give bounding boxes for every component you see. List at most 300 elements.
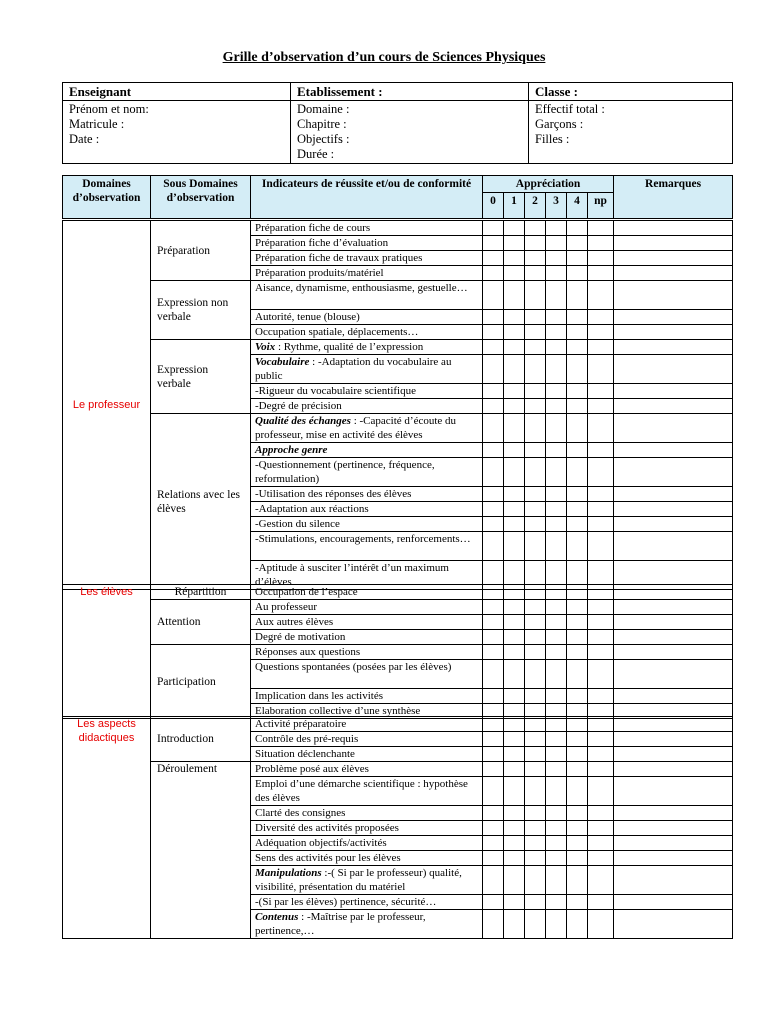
remark-cell[interactable] <box>614 281 733 310</box>
remark-cell[interactable] <box>614 414 733 443</box>
score-cell[interactable] <box>483 600 504 615</box>
score-cell[interactable] <box>504 443 525 458</box>
indicator: Degré de motivation <box>251 630 483 645</box>
score-cell[interactable] <box>546 325 567 340</box>
score-cell[interactable] <box>504 660 525 689</box>
score-cell[interactable] <box>567 443 588 458</box>
score-cell[interactable] <box>588 585 614 600</box>
score-cell[interactable] <box>546 762 567 777</box>
score-cell[interactable] <box>546 777 567 806</box>
score-cell[interactable] <box>525 836 546 851</box>
remark-cell[interactable] <box>614 399 733 414</box>
score-cell[interactable] <box>546 517 567 532</box>
remark-cell[interactable] <box>614 732 733 747</box>
field-filles[interactable]: Filles : <box>535 132 570 146</box>
score-cell[interactable] <box>546 615 567 630</box>
label-qualite-echanges: Qualité des échanges <box>255 415 351 427</box>
score-cell[interactable] <box>588 747 614 762</box>
score-cell[interactable] <box>567 895 588 910</box>
score-cell[interactable] <box>525 630 546 645</box>
score-cell[interactable] <box>567 414 588 443</box>
score-cell[interactable] <box>525 399 546 414</box>
score-cell[interactable] <box>588 251 614 266</box>
score-cell[interactable] <box>546 806 567 821</box>
score-cell[interactable] <box>546 221 567 236</box>
text-qualite-echanges: : -Capacité d’écoute du professeur, mise en activité des élèves <box>255 415 457 441</box>
score-cell[interactable] <box>567 266 588 281</box>
label-voix: Voix <box>255 341 276 353</box>
score-cell[interactable] <box>525 895 546 910</box>
score-cell[interactable] <box>588 414 614 443</box>
score-cell[interactable] <box>588 866 614 895</box>
field-duree[interactable]: Durée : <box>297 147 335 161</box>
score-cell[interactable] <box>546 645 567 660</box>
field-garcons[interactable]: Garçons : <box>535 117 584 131</box>
score-cell[interactable] <box>567 585 588 600</box>
score-cell[interactable] <box>504 251 525 266</box>
score-cell[interactable] <box>525 266 546 281</box>
score-cell[interactable] <box>525 851 546 866</box>
score-cell[interactable] <box>588 487 614 502</box>
score-cell[interactable] <box>504 502 525 517</box>
remark-cell[interactable] <box>614 251 733 266</box>
remark-cell[interactable] <box>614 458 733 487</box>
score-cell[interactable] <box>483 251 504 266</box>
score-cell[interactable] <box>483 502 504 517</box>
sub-deroulement: Déroulement <box>151 762 251 939</box>
score-cell[interactable] <box>525 340 546 355</box>
score-cell[interactable] <box>504 910 525 939</box>
score-cell[interactable] <box>588 355 614 384</box>
score-cell[interactable] <box>546 717 567 732</box>
score-cell[interactable] <box>525 732 546 747</box>
score-cell[interactable] <box>483 384 504 399</box>
score-cell[interactable] <box>567 866 588 895</box>
score-cell[interactable] <box>588 836 614 851</box>
score-cell[interactable] <box>483 806 504 821</box>
score-cell[interactable] <box>588 310 614 325</box>
sub-expression-non-verbale: Expression non verbale <box>151 281 251 340</box>
score-cell[interactable] <box>588 615 614 630</box>
score-cell[interactable] <box>525 910 546 939</box>
score-cell[interactable] <box>504 458 525 487</box>
score-cell[interactable] <box>525 517 546 532</box>
score-cell[interactable] <box>546 630 567 645</box>
score-cell[interactable] <box>567 325 588 340</box>
score-cell[interactable] <box>588 600 614 615</box>
score-cell[interactable] <box>504 281 525 310</box>
field-effectif-total[interactable]: Effectif total : <box>535 102 605 116</box>
sub-attention: Attention <box>151 600 251 645</box>
score-cell[interactable] <box>525 251 546 266</box>
score-cell[interactable] <box>525 615 546 630</box>
indicator: -Degré de précision <box>251 399 483 414</box>
score-cell[interactable] <box>567 340 588 355</box>
score-cell[interactable] <box>504 310 525 325</box>
field-chapitre[interactable]: Chapitre : <box>297 117 347 131</box>
text-vocabulaire: : -Adaptation du vocabulaire au public <box>255 356 452 382</box>
score-cell[interactable] <box>504 355 525 384</box>
score-cell[interactable] <box>567 532 588 561</box>
score-cell[interactable] <box>567 777 588 806</box>
score-cell[interactable] <box>483 310 504 325</box>
remark-cell[interactable] <box>614 266 733 281</box>
header-etablissement: Etablissement : <box>291 83 529 101</box>
score-cell[interactable] <box>588 443 614 458</box>
score-cell[interactable] <box>567 836 588 851</box>
score-cell[interactable] <box>588 717 614 732</box>
score-cell[interactable] <box>567 615 588 630</box>
score-cell[interactable] <box>567 732 588 747</box>
score-cell[interactable] <box>483 532 504 561</box>
remark-cell[interactable] <box>614 502 733 517</box>
score-cell[interactable] <box>483 355 504 384</box>
score-cell[interactable] <box>525 747 546 762</box>
score-cell[interactable] <box>567 645 588 660</box>
score-cell[interactable] <box>525 532 546 561</box>
remark-cell[interactable] <box>614 310 733 325</box>
remark-cell[interactable] <box>614 221 733 236</box>
score-cell[interactable] <box>546 355 567 384</box>
score-cell[interactable] <box>504 266 525 281</box>
score-cell[interactable] <box>588 732 614 747</box>
indicator-voix <box>251 340 483 355</box>
score-cell[interactable] <box>567 600 588 615</box>
indicator: Contrôle des pré-requis <box>251 732 483 747</box>
score-cell[interactable] <box>546 384 567 399</box>
score-cell[interactable] <box>483 851 504 866</box>
score-cell[interactable] <box>546 600 567 615</box>
remark-cell[interactable] <box>614 806 733 821</box>
score-cell[interactable] <box>588 895 614 910</box>
score-cell[interactable] <box>504 762 525 777</box>
score-cell[interactable] <box>525 645 546 660</box>
score-cell[interactable] <box>567 910 588 939</box>
score-cell[interactable] <box>525 689 546 704</box>
indicator: -Rigueur du vocabulaire scientifique <box>251 384 483 399</box>
score-cell[interactable] <box>546 866 567 895</box>
score-cell[interactable] <box>588 689 614 704</box>
score-cell[interactable] <box>483 281 504 310</box>
score-cell[interactable] <box>483 487 504 502</box>
score-cell[interactable] <box>567 821 588 836</box>
score-cell[interactable] <box>483 414 504 443</box>
score-cell[interactable] <box>483 895 504 910</box>
score-cell[interactable] <box>567 281 588 310</box>
score-cell[interactable] <box>504 585 525 600</box>
indicator: Préparation fiche de cours <box>251 221 483 236</box>
label-manipulations: Manipulations <box>255 867 322 879</box>
score-cell[interactable] <box>525 487 546 502</box>
score-cell[interactable] <box>588 325 614 340</box>
score-cell[interactable] <box>483 910 504 939</box>
score-cell[interactable] <box>525 821 546 836</box>
remark-cell[interactable] <box>614 717 733 732</box>
section-didactiques <box>62 716 733 939</box>
score-cell[interactable] <box>588 806 614 821</box>
score-cell[interactable] <box>483 399 504 414</box>
score-cell[interactable] <box>546 340 567 355</box>
score-cell[interactable] <box>504 615 525 630</box>
field-matricule[interactable]: Matricule : <box>69 117 125 131</box>
header-enseignant: Enseignant <box>63 83 291 101</box>
indicator: Diversité des activités proposées <box>251 821 483 836</box>
score-cell[interactable] <box>588 910 614 939</box>
remark-cell[interactable] <box>614 895 733 910</box>
remark-cell[interactable] <box>614 517 733 532</box>
score-cell[interactable] <box>504 821 525 836</box>
score-cell[interactable] <box>567 747 588 762</box>
score-cell[interactable] <box>483 615 504 630</box>
score-cell[interactable] <box>588 384 614 399</box>
score-cell[interactable] <box>588 645 614 660</box>
score-cell[interactable] <box>483 325 504 340</box>
score-cell[interactable] <box>525 414 546 443</box>
remark-cell[interactable] <box>614 762 733 777</box>
score-cell[interactable] <box>483 762 504 777</box>
score-cell[interactable] <box>567 717 588 732</box>
score-cell[interactable] <box>504 384 525 399</box>
score-cell[interactable] <box>525 806 546 821</box>
score-cell[interactable] <box>525 458 546 487</box>
score-cell[interactable] <box>504 221 525 236</box>
remark-cell[interactable] <box>614 236 733 251</box>
score-cell[interactable] <box>483 340 504 355</box>
remark-cell[interactable] <box>614 645 733 660</box>
score-cell[interactable] <box>504 399 525 414</box>
indicator: Activité préparatoire <box>251 717 483 732</box>
score-cell[interactable] <box>588 340 614 355</box>
remark-cell[interactable] <box>614 821 733 836</box>
indicator: Situation déclenchante <box>251 747 483 762</box>
score-cell[interactable] <box>483 236 504 251</box>
indicator-qualite-echanges <box>251 414 483 443</box>
score-cell[interactable] <box>546 310 567 325</box>
score-cell[interactable] <box>504 532 525 561</box>
score-cell[interactable] <box>567 630 588 645</box>
score-cell[interactable] <box>504 487 525 502</box>
domain-eleves: Les élèves <box>63 585 151 719</box>
remark-cell[interactable] <box>614 355 733 384</box>
score-cell[interactable] <box>483 777 504 806</box>
score-cell[interactable] <box>546 821 567 836</box>
score-cell[interactable] <box>588 532 614 561</box>
score-cell[interactable] <box>588 266 614 281</box>
score-cell[interactable] <box>504 895 525 910</box>
score-cell[interactable] <box>504 236 525 251</box>
score-cell[interactable] <box>525 502 546 517</box>
score-cell[interactable] <box>504 325 525 340</box>
score-cell[interactable] <box>504 747 525 762</box>
score-cell[interactable] <box>588 777 614 806</box>
remark-cell[interactable] <box>614 532 733 561</box>
score-cell[interactable] <box>546 532 567 561</box>
score-cell[interactable] <box>483 866 504 895</box>
score-cell[interactable] <box>588 821 614 836</box>
score-cell[interactable] <box>546 487 567 502</box>
score-cell[interactable] <box>546 910 567 939</box>
score-cell[interactable] <box>504 689 525 704</box>
score-cell[interactable] <box>504 600 525 615</box>
field-objectifs[interactable]: Objectifs : <box>297 132 350 146</box>
score-cell[interactable] <box>504 806 525 821</box>
score-cell[interactable] <box>504 717 525 732</box>
score-cell[interactable] <box>504 630 525 645</box>
score-cell[interactable] <box>483 221 504 236</box>
remark-cell[interactable] <box>614 340 733 355</box>
score-cell[interactable] <box>546 747 567 762</box>
indicator: Problème posé aux élèves <box>251 762 483 777</box>
score-cell[interactable] <box>588 458 614 487</box>
score-cell[interactable] <box>504 732 525 747</box>
score-cell[interactable] <box>504 414 525 443</box>
score-cell[interactable] <box>546 266 567 281</box>
score-cell[interactable] <box>525 281 546 310</box>
score-cell[interactable] <box>588 630 614 645</box>
score-cell[interactable] <box>546 732 567 747</box>
score-cell[interactable] <box>567 689 588 704</box>
score-cell[interactable] <box>588 399 614 414</box>
remark-cell[interactable] <box>614 910 733 939</box>
score-cell[interactable] <box>504 866 525 895</box>
remark-cell[interactable] <box>614 600 733 615</box>
score-cell[interactable] <box>483 660 504 689</box>
score-cell[interactable] <box>567 310 588 325</box>
score-cell[interactable] <box>588 236 614 251</box>
score-cell[interactable] <box>567 806 588 821</box>
score-cell[interactable] <box>525 866 546 895</box>
score-cell[interactable] <box>546 458 567 487</box>
score-cell[interactable] <box>483 732 504 747</box>
remark-cell[interactable] <box>614 689 733 704</box>
score-cell[interactable] <box>504 645 525 660</box>
score-cell[interactable] <box>483 836 504 851</box>
remark-cell[interactable] <box>614 325 733 340</box>
score-cell[interactable] <box>504 340 525 355</box>
score-cell[interactable] <box>567 762 588 777</box>
score-cell[interactable] <box>546 660 567 689</box>
score-cell[interactable] <box>588 851 614 866</box>
score-cell[interactable] <box>504 517 525 532</box>
score-cell[interactable] <box>546 399 567 414</box>
remark-cell[interactable] <box>614 851 733 866</box>
score-cell[interactable] <box>567 502 588 517</box>
score-cell[interactable] <box>567 251 588 266</box>
remark-cell[interactable] <box>614 630 733 645</box>
remark-cell[interactable] <box>614 866 733 895</box>
score-cell[interactable] <box>588 517 614 532</box>
score-cell[interactable] <box>525 443 546 458</box>
field-domaine[interactable]: Domaine : <box>297 102 350 116</box>
remark-cell[interactable] <box>614 615 733 630</box>
score-0: 0 <box>483 193 504 219</box>
score-cell[interactable] <box>567 355 588 384</box>
remark-cell[interactable] <box>614 443 733 458</box>
score-cell[interactable] <box>567 660 588 689</box>
indicator: Au professeur <box>251 600 483 615</box>
score-cell[interactable] <box>525 310 546 325</box>
score-cell[interactable] <box>567 458 588 487</box>
score-cell[interactable] <box>546 251 567 266</box>
domain-professeur: Le professeur <box>63 221 151 590</box>
score-cell[interactable] <box>525 236 546 251</box>
score-cell[interactable] <box>483 458 504 487</box>
score-cell[interactable] <box>567 384 588 399</box>
score-cell[interactable] <box>483 645 504 660</box>
score-cell[interactable] <box>546 851 567 866</box>
score-cell[interactable] <box>546 281 567 310</box>
score-cell[interactable] <box>525 355 546 384</box>
score-cell[interactable] <box>525 717 546 732</box>
remark-cell[interactable] <box>614 747 733 762</box>
field-prenom-nom[interactable]: Prénom et nom: <box>69 102 149 116</box>
remark-cell[interactable] <box>614 777 733 806</box>
score-cell[interactable] <box>546 236 567 251</box>
remark-cell[interactable] <box>614 585 733 600</box>
score-cell[interactable] <box>483 443 504 458</box>
score-cell[interactable] <box>567 399 588 414</box>
score-cell[interactable] <box>483 630 504 645</box>
score-cell[interactable] <box>525 585 546 600</box>
score-cell[interactable] <box>525 325 546 340</box>
score-cell[interactable] <box>483 747 504 762</box>
score-cell[interactable] <box>483 266 504 281</box>
score-cell[interactable] <box>483 585 504 600</box>
score-cell[interactable] <box>567 487 588 502</box>
score-cell[interactable] <box>567 851 588 866</box>
score-cell[interactable] <box>483 689 504 704</box>
score-cell[interactable] <box>546 414 567 443</box>
score-cell[interactable] <box>567 517 588 532</box>
sub-participation: Participation <box>151 645 251 719</box>
sub-relations-eleves: Relations avec les élèves <box>151 414 251 590</box>
score-cell[interactable] <box>525 221 546 236</box>
field-date[interactable]: Date : <box>69 132 100 146</box>
score-cell[interactable] <box>525 660 546 689</box>
score-cell[interactable] <box>525 384 546 399</box>
score-cell[interactable] <box>504 836 525 851</box>
score-cell[interactable] <box>546 836 567 851</box>
score-cell[interactable] <box>567 221 588 236</box>
score-cell[interactable] <box>546 895 567 910</box>
indicator: Sens des activités pour les élèves <box>251 851 483 866</box>
score-cell[interactable] <box>483 517 504 532</box>
score-cell[interactable] <box>525 600 546 615</box>
remark-cell[interactable] <box>614 487 733 502</box>
label-contenus: Contenus <box>255 911 299 923</box>
score-cell[interactable] <box>588 281 614 310</box>
score-cell[interactable] <box>546 502 567 517</box>
score-cell[interactable] <box>546 689 567 704</box>
score-cell[interactable] <box>588 762 614 777</box>
score-cell[interactable] <box>567 236 588 251</box>
remark-cell[interactable] <box>614 836 733 851</box>
score-cell[interactable] <box>525 762 546 777</box>
score-cell[interactable] <box>504 777 525 806</box>
score-cell[interactable] <box>588 502 614 517</box>
score-cell[interactable] <box>588 221 614 236</box>
score-cell[interactable] <box>483 717 504 732</box>
remark-cell[interactable] <box>614 660 733 689</box>
score-cell[interactable] <box>525 777 546 806</box>
score-cell[interactable] <box>588 660 614 689</box>
score-cell[interactable] <box>546 443 567 458</box>
indicator: Aisance, dynamisme, enthousiasme, gestuelle… <box>251 281 483 310</box>
score-cell[interactable] <box>504 851 525 866</box>
score-cell[interactable] <box>546 585 567 600</box>
remark-cell[interactable] <box>614 384 733 399</box>
score-cell[interactable] <box>483 821 504 836</box>
